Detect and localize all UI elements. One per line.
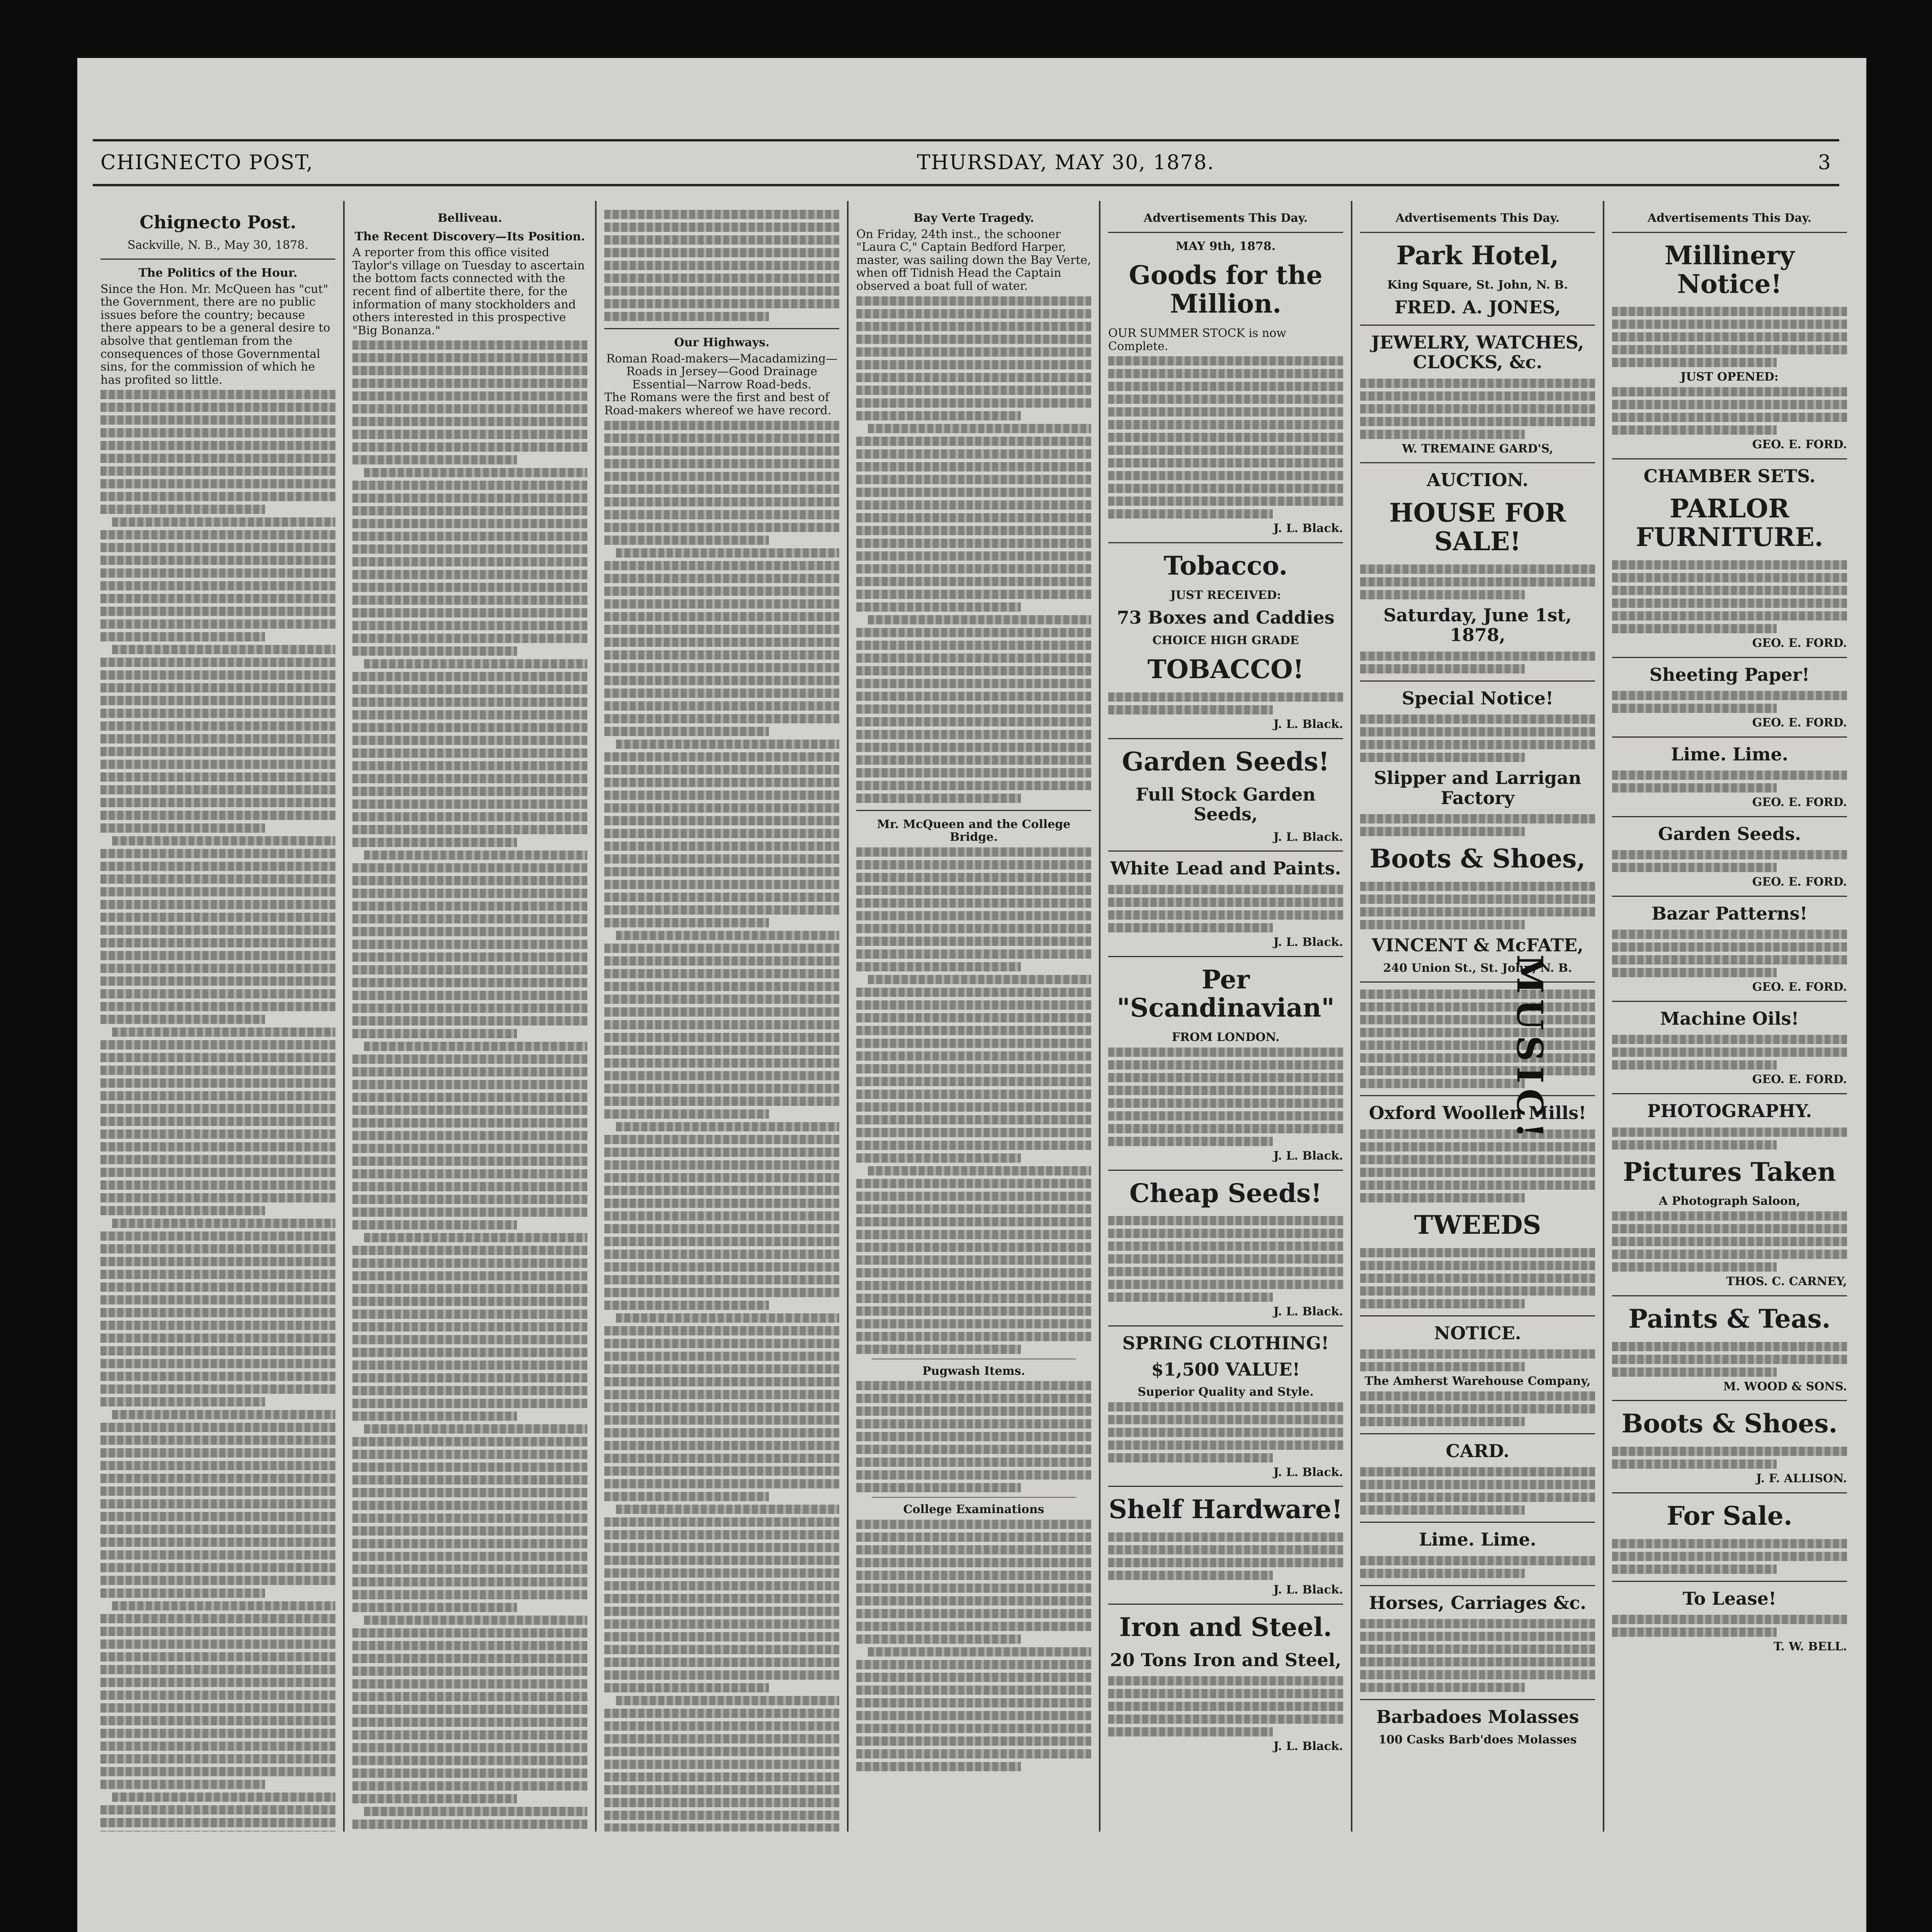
ad-molasses: Barbadoes Molasses xyxy=(1376,1706,1579,1728)
ad-scandinavian: Per "Scandinavian" xyxy=(1117,964,1335,1023)
article-title: Mr. McQueen and the College Bridge. xyxy=(877,817,1071,844)
divider xyxy=(604,328,839,329)
ad-machine: Machine Oils! xyxy=(1660,1008,1799,1029)
ad-cheap-seeds: Cheap Seeds! xyxy=(1129,1178,1322,1208)
ad-firm: GEO. E. FORD. xyxy=(1752,980,1847,994)
ad-text: JUST RECEIVED: xyxy=(1170,588,1281,602)
ad-firm: GEO. E. FORD. xyxy=(1752,438,1847,451)
ad-text: 240 Union St., St. John, N. B. xyxy=(1383,961,1572,975)
ad-text: FRED. A. JONES, xyxy=(1394,297,1561,318)
ad-for-sale: For Sale. xyxy=(1667,1500,1793,1531)
ad-pictures: Pictures Taken xyxy=(1623,1156,1836,1187)
ad-text: 20 Tons Iron and Steel, xyxy=(1110,1649,1342,1670)
divider xyxy=(100,259,335,260)
ad-jewelry: JEWELRY, WATCHES, CLOCKS, &c. xyxy=(1371,332,1584,373)
ad-goods: Goods for the Million. xyxy=(1129,260,1323,319)
ad-firm: J. L. Black. xyxy=(1273,1305,1343,1319)
ad-lime: Lime. Lime. xyxy=(1419,1529,1536,1550)
ad-parlor: PARLOR FURNITURE. xyxy=(1636,493,1823,553)
ad-millinery: Millinery Notice! xyxy=(1664,240,1795,299)
article-lead: On Friday, 24th inst., the schooner "Laura C," Captain Bedford Harper, master, was sailing down the Bay Verte, when off Tidnish Head the Captain observed a boat full of water. xyxy=(856,227,1091,293)
ads-header: Advertisements This Day. xyxy=(1395,211,1560,225)
column-4 xyxy=(847,201,1099,1832)
ad-text: Saturday, June 1st, 1878, xyxy=(1383,604,1572,646)
ad-tobacco-big: TOBACCO! xyxy=(1147,654,1304,685)
issue-date: THURSDAY, MAY 30, 1878. xyxy=(917,151,1215,174)
ad-firm: GEO. E. FORD. xyxy=(1752,636,1847,650)
ad-firm: M. WOOD & SONS. xyxy=(1723,1379,1847,1393)
ad-iron: Iron and Steel. xyxy=(1119,1612,1332,1642)
ad-auction: AUCTION. xyxy=(1427,469,1529,491)
ad-text: 100 Casks Barb'does Molasses xyxy=(1378,1733,1577,1747)
ad-chamber: CHAMBER SETS. xyxy=(1643,465,1816,486)
article-lead: The Romans were the first and best of Road-makers whereof we have record. xyxy=(604,391,832,417)
ad-paints: White Lead and Paints. xyxy=(1110,858,1341,879)
article-title: College Examinations xyxy=(903,1503,1044,1517)
ad-text: The Amherst Warehouse Company, xyxy=(1364,1374,1591,1388)
ad-firm: J. L. Black. xyxy=(1273,830,1343,844)
article-title: Our Highways. xyxy=(674,336,770,349)
ad-boots: Boots & Shoes, xyxy=(1369,844,1586,874)
ads-header: Advertisements This Day. xyxy=(1647,211,1812,225)
ad-text: FROM LONDON. xyxy=(1172,1031,1280,1044)
ad-to-lease: To Lease! xyxy=(1682,1588,1777,1609)
columns xyxy=(93,201,1855,1832)
ad-firm: J. L. Black. xyxy=(1273,522,1343,536)
ad-firm: J. L. Black. xyxy=(1273,1583,1343,1597)
article-title: Pugwash Items. xyxy=(922,1364,1025,1378)
divider xyxy=(856,810,1091,811)
ad-factory: Slipper and Larrigan Factory xyxy=(1374,767,1582,808)
article-subtitle: Roman Road-makers—Macadamizing—Roads in Jersey—Good Drainage Essential—Narrow Road-beds. xyxy=(606,352,838,391)
ad-text: King Square, St. John, N. B. xyxy=(1387,278,1568,292)
ad-firm: T. W. BELL. xyxy=(1773,1640,1847,1654)
ad-text: OUR SUMMER STOCK is now Complete. xyxy=(1108,327,1286,353)
ad-firm: J. L. Black. xyxy=(1273,1740,1343,1753)
ad-text: A Photograph Saloon, xyxy=(1658,1194,1801,1208)
page-number: 3 xyxy=(1818,151,1832,174)
ad-text: JUST OPENED: xyxy=(1680,370,1779,384)
paper-title: CHIGNECTO POST, xyxy=(100,151,314,174)
article-lead: Since the Hon. Mr. McQueen has "cut" the Government, there are no public issues before the country; because there appears to be a general desire to absolve that gentleman from the consequences of those Governmental sins, for the commission of which he has profited so little. xyxy=(100,282,330,387)
nameplate: Chignecto Post. xyxy=(139,212,296,233)
column-1 xyxy=(93,201,343,1832)
ad-firm: GEO. E. FORD. xyxy=(1752,796,1847,810)
article-title: The Recent Discovery—Its Position. xyxy=(354,230,585,243)
ad-text: Full Stock Garden Seeds, xyxy=(1136,784,1316,825)
ad-paints-teas: Paints & Teas. xyxy=(1628,1303,1831,1334)
column-7-ads xyxy=(1603,201,1855,1832)
ad-text: CHOICE HIGH GRADE xyxy=(1152,633,1299,647)
ad-photography: PHOTOGRAPHY. xyxy=(1647,1100,1812,1122)
ad-lime: Lime. Lime. xyxy=(1671,743,1788,765)
ads-header: Advertisements This Day. xyxy=(1143,211,1308,225)
ad-card: CARD. xyxy=(1446,1440,1510,1461)
ad-firm: THOS. C. CARNEY, xyxy=(1726,1275,1847,1289)
ad-firm: J. L. Black. xyxy=(1273,935,1343,949)
column-5-ads xyxy=(1099,201,1351,1832)
ad-garden: Garden Seeds. xyxy=(1658,823,1801,844)
ad-firm: J. F. ALLISON. xyxy=(1756,1472,1847,1486)
article-title: The Politics of the Hour. xyxy=(138,266,298,280)
ad-house: HOUSE FOR SALE! xyxy=(1389,497,1566,556)
ad-text: $1,500 VALUE! xyxy=(1151,1359,1300,1380)
ad-firm: J. L. Black. xyxy=(1273,1149,1343,1163)
column-2 xyxy=(343,201,595,1832)
ad-sheeting: Sheeting Paper! xyxy=(1649,664,1810,685)
ad-notice: NOTICE. xyxy=(1434,1322,1521,1344)
section-title: Belliveau. xyxy=(437,211,502,225)
column-6-ads xyxy=(1351,201,1603,1832)
ad-firm: J. L. Black. xyxy=(1273,718,1343,731)
ad-seeds: Garden Seeds! xyxy=(1122,746,1330,777)
article-lead: A reporter from this office visited Taylor's village on Tuesday to ascertain the bottom facts connected with the recent find of albertite there, for the information of many stockholders and others interested in this prospective "Big Bonanza." xyxy=(352,246,585,337)
dateline: Sackville, N. B., May 30, 1878. xyxy=(127,238,309,252)
ad-clothing: SPRING CLOTHING! xyxy=(1122,1333,1329,1354)
ad-text: 73 Boxes and Caddies xyxy=(1117,607,1335,628)
ad-text: Superior Quality and Style. xyxy=(1138,1385,1314,1399)
ad-text: W. TREMAINE GARD'S, xyxy=(1402,442,1553,456)
ad-firm: GEO. E. FORD. xyxy=(1752,875,1847,889)
ad-woollen: Oxford Woollen Mills! xyxy=(1369,1102,1587,1124)
ad-tweeds: TWEEDS xyxy=(1414,1209,1541,1240)
ad-hotel: Park Hotel, xyxy=(1396,240,1559,270)
ad-music-vertical: MUSIC! xyxy=(1509,954,1551,1144)
ad-hardware: Shelf Hardware! xyxy=(1109,1494,1343,1525)
article-title: Bay Verte Tragedy. xyxy=(913,211,1034,225)
ad-boots: Boots & Shoes. xyxy=(1621,1408,1838,1439)
ad-date: MAY 9th, 1878. xyxy=(1175,239,1276,253)
ad-horses: Horses, Carriages &c. xyxy=(1369,1592,1587,1613)
ad-firm: J. L. Black. xyxy=(1273,1465,1343,1479)
ad-firm: GEO. E. FORD. xyxy=(1752,1073,1847,1087)
ad-firm: GEO. E. FORD. xyxy=(1752,716,1847,730)
ad-text: VINCENT & McFATE, xyxy=(1371,935,1584,956)
masthead xyxy=(93,139,1839,186)
ad-tobacco: Tobacco. xyxy=(1163,550,1288,581)
ad-notice: Special Notice! xyxy=(1401,687,1554,709)
ad-bazar: Bazar Patterns! xyxy=(1651,903,1808,924)
column-3 xyxy=(595,201,847,1832)
